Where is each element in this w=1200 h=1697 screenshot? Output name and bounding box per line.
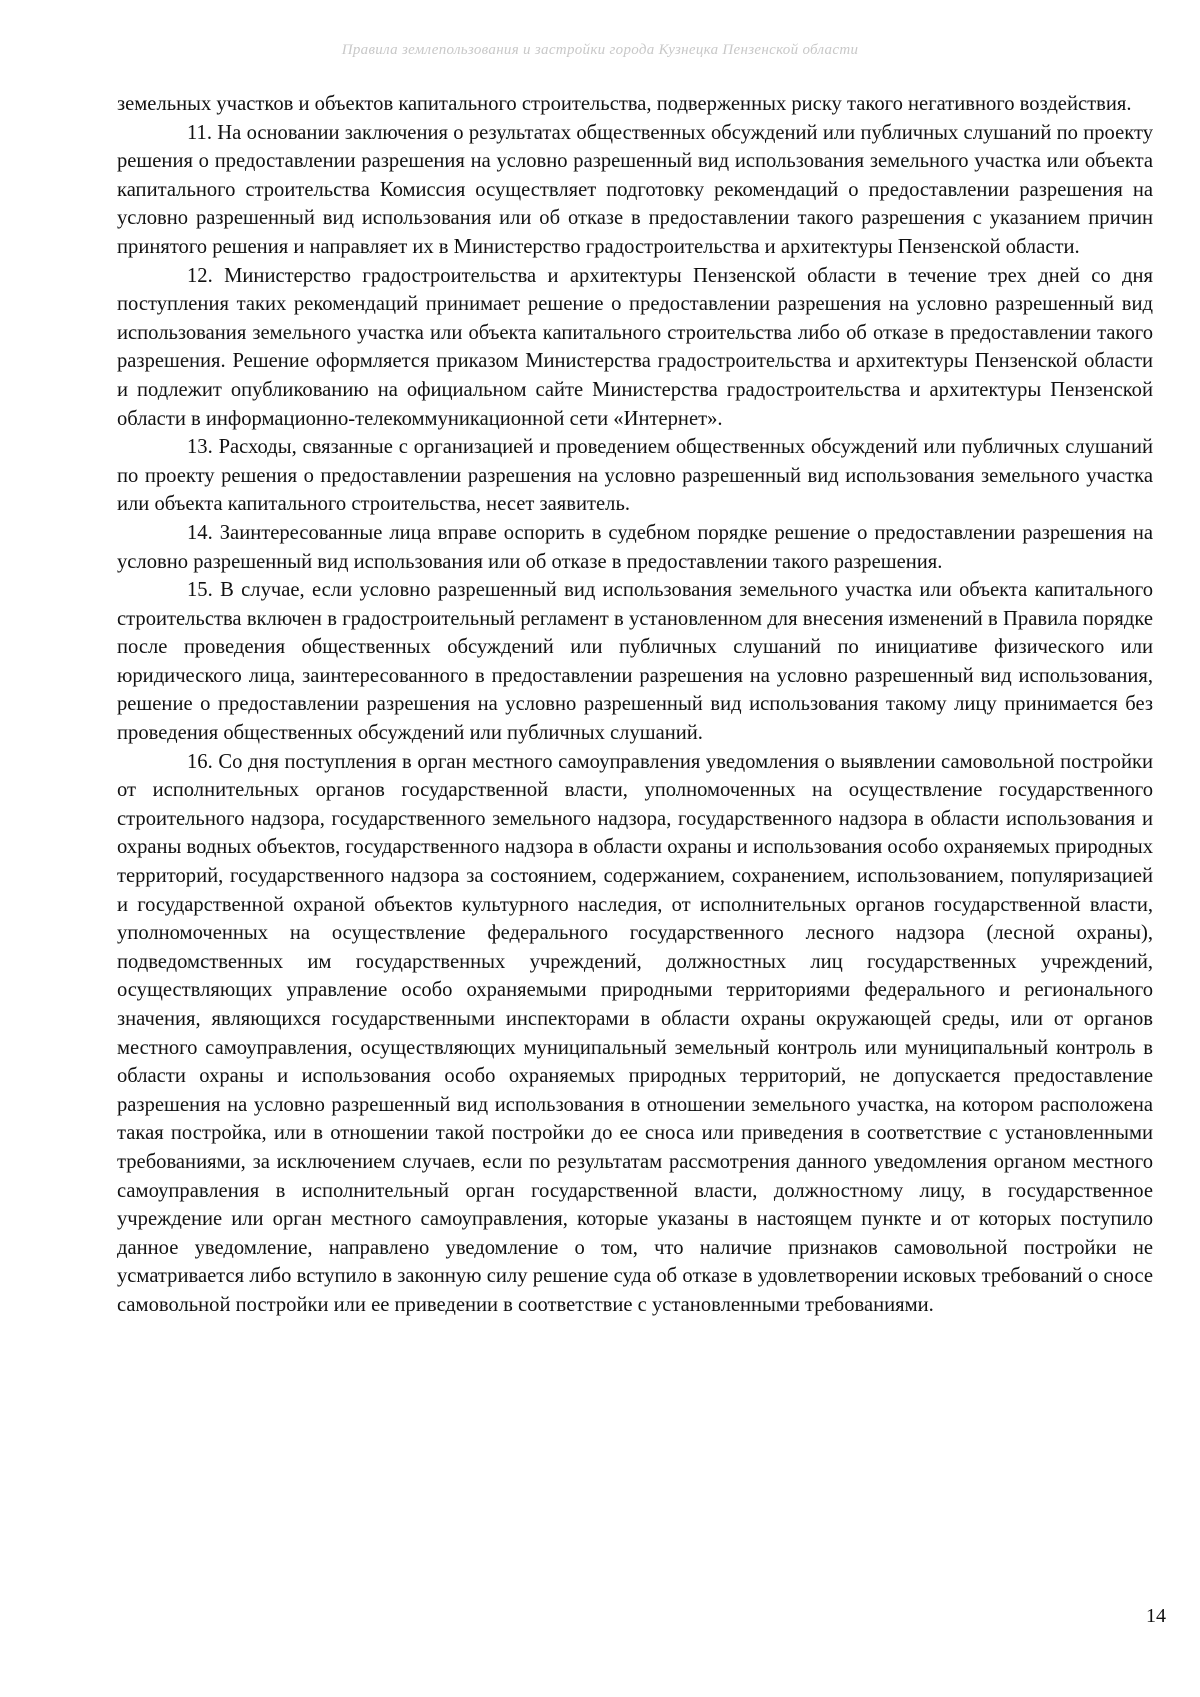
paragraph-14: 14. Заинтересованные лица вправе оспорить в судебном порядке решение о предоставлении разрешения на условно разрешенный вид использования или об отказе в предоставлении такого разрешения. (117, 521, 1153, 573)
paragraph-11: 11. На основании заключения о результатах общественных обсуждений или публичных слушаний по проекту решения о предоставлении разрешения на условно разрешенный вид использования земельного участка или объекта капитального строительства Комиссия осуществляет подготовку рекомендаций о предоставлении разрешения на условно разрешенный вид использования или об отказе в предоставлении такого разрешения с указанием причин принятого решения и направляет их в Министерство градостроительства и архитектуры Пензенской области. (117, 121, 1153, 258)
page-number: 14 (1146, 1605, 1166, 1627)
paragraph-continuation: земельных участков и объектов капитального строительства, подверженных риску такого негативного воздействия. (117, 93, 1132, 115)
running-header: Правила землепользования и застройки города Кузнецка Пензенской области (341, 42, 859, 58)
paragraph-13: 13. Расходы, связанные с организацией и проведением общественных обсуждений или публичных слушаний по проекту решения о предоставлении разрешения на условно разрешенный вид использования земельного участка или объекта капитального строительства, несет заявитель. (117, 436, 1153, 516)
paragraph-16: 16. Со дня поступления в орган местного самоуправления уведомления о выявлении самовольной постройки от исполнительных органов государственной власти, уполномоченных на осуществление государственного строительного надзора, государственного земельного надзора, государственного надзора в области использования и охраны водных объектов, государственного надзора в области охраны и использования особо охраняемых природных территорий, государственного надзора за состоянием, содержанием, сохранением, использованием, популяризацией и государственной охраной объектов культурного наследия, от исполнительных органов государственной власти, уполномоченных на осуществление федерального государственного лесного надзора (лесной охраны), подведомственных им государственных учреждений, должностных лиц государственных учреждений, осуществляющих управление особо охраняемыми природными территориями федерального и регионального значения, являющихся государственными инспекторами в области охраны окружающей среды, или от органов местного самоуправления, осуществляющих муниципальный земельный контроль или муниципальный контроль в области охраны и использования особо охраняемых природных территорий, не допускается предоставление разрешения на условно разрешенный вид использования в отношении земельного участка, на котором расположена такая постройка, или в отношении такой постройки до ее сноса или приведения в соответствие с установленными требованиями, за исключением случаев, если по результатам рассмотрения данного уведомления органом местного самоуправления в исполнительный орган государственной власти, должностному лицу, в государственное учреждение или орган местного самоуправления, которые указаны в настоящем пункте и от которых поступило данное уведомление, направлено уведомление о том, что наличие признаков самовольной постройки не усматривается либо вступило в законную силу решение суда об отказе в удовлетворении исковых требований о сносе самовольной постройки или ее приведении в соответствие с установленными требованиями. (117, 750, 1153, 1316)
paragraph-15: 15. В случае, если условно разрешенный вид использования земельного участка или объекта капитального строительства включен в градостроительный регламент в установленном для внесения изменений в Правила порядке после проведения общественных обсуждений или публичных слушаний по инициативе физического или юридического лица, заинтересованного в предоставлении разрешения на условно разрешенный вид использования, решение о предоставлении разрешения на условно разрешенный вид использования такому лицу принимается без проведения общественных обсуждений или публичных слушаний. (117, 579, 1153, 745)
document-body (117, 90, 1153, 1320)
paragraph-12: 12. Министерство градостроительства и архитектуры Пензенской области в течение трех дней со дня поступления таких рекомендаций принимает решение о предоставлении разрешения на условно разрешенный вид использования земельного участка или объекта капитального строительства либо об отказе в предоставлении такого разрешения. Решение оформляется приказом Министерства градостроительства и архитектуры Пензенской области и подлежит опубликованию на официальном сайте Министерства градостроительства и архитектуры Пензенской области в информационно-телекоммуникационной сети «Интернет». (117, 264, 1153, 430)
